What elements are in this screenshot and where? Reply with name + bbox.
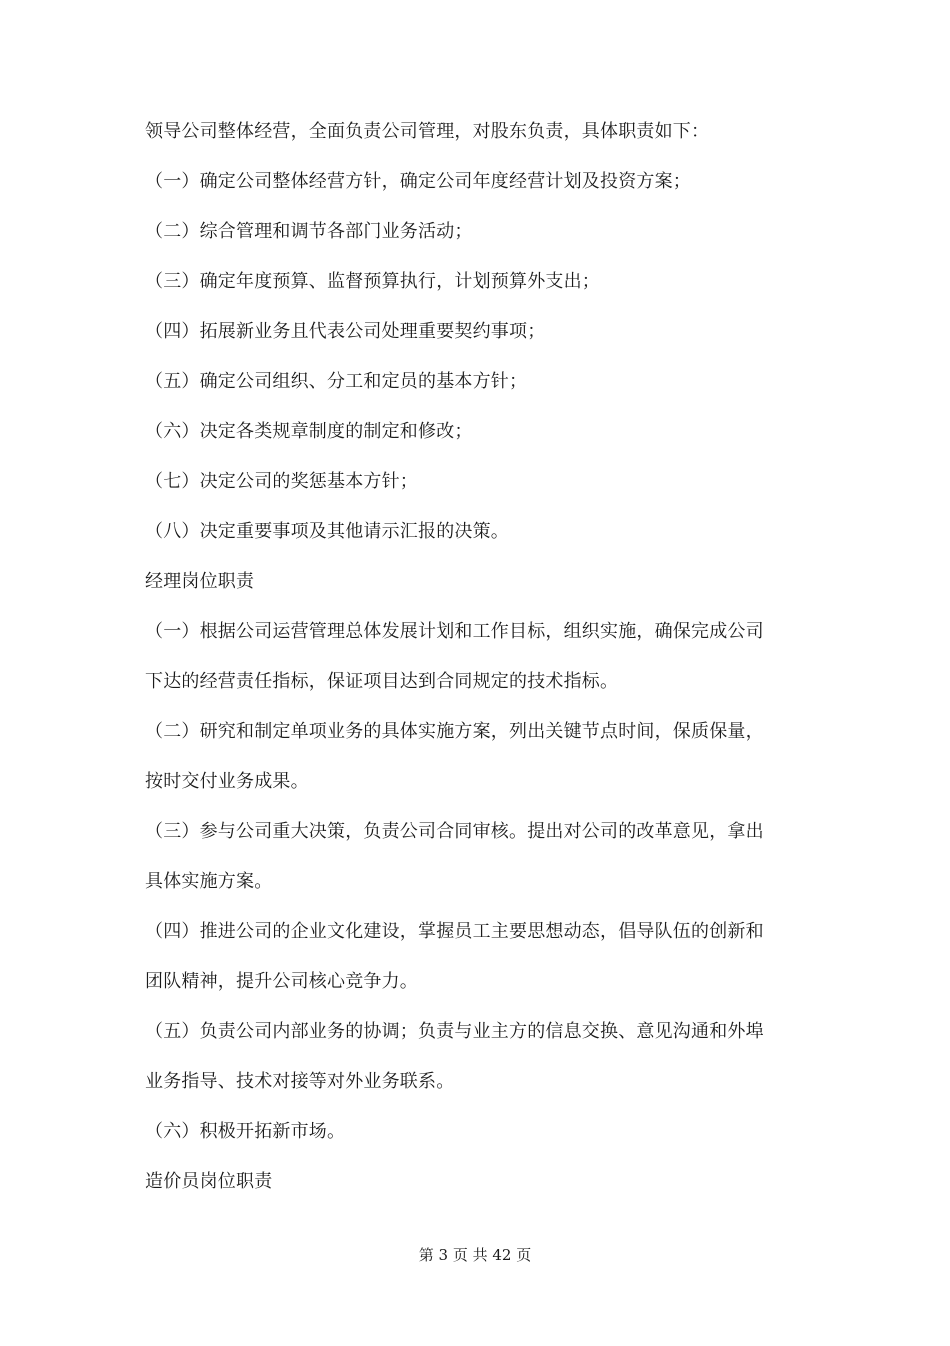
paragraph-line: 领导公司整体经营，全面负责公司管理，对股东负责，具体职责如下： (145, 121, 710, 142)
paragraph-line: 业务指导、技术对接等对外业务联系。 (145, 1071, 455, 1092)
paragraph-line: （八）决定重要事项及其他请示汇报的决策。 (145, 521, 509, 542)
paragraph-line: （六）积极开拓新市场。 (145, 1121, 346, 1142)
paragraph-line: （二）综合管理和调节各部门业务活动； (145, 221, 473, 242)
paragraph-line: （四）拓展新业务且代表公司处理重要契约事项； (145, 321, 546, 342)
section-heading: 造价员岗位职责 (145, 1171, 273, 1192)
paragraph-line: （一）确定公司整体经营方针，确定公司年度经营计划及投资方案； (145, 171, 691, 192)
page-footer: 第 3 页 共 42 页 (418, 1246, 532, 1264)
paragraph-line: （四）推进公司的企业文化建设，掌握员工主要思想动态，倡导队伍的创新和 (145, 921, 764, 942)
paragraph-line: （六）决定各类规章制度的制定和修改； (145, 421, 473, 442)
paragraph-line: （二）研究和制定单项业务的具体实施方案，列出关键节点时间，保质保量， (145, 721, 764, 742)
paragraph-line: （三）确定年度预算、监督预算执行，计划预算外支出； (145, 271, 600, 292)
paragraph-line: （五）确定公司组织、分工和定员的基本方针； (145, 371, 528, 392)
document-body (145, 107, 805, 1207)
paragraph-line: 下达的经营责任指标，保证项目达到合同规定的技术指标。 (145, 671, 619, 692)
section-heading: 经理岗位职责 (145, 571, 255, 592)
paragraph-line: 按时交付业务成果。 (145, 771, 309, 792)
paragraph-line: 团队精神，提升公司核心竞争力。 (145, 971, 418, 992)
paragraph-line: （三）参与公司重大决策，负责公司合同审核。提出对公司的改革意见，拿出 (145, 821, 764, 842)
paragraph-line: 具体实施方案。 (145, 871, 273, 892)
paragraph-line: （五）负责公司内部业务的协调；负责与业主方的信息交换、意见沟通和外埠 (145, 1021, 764, 1042)
paragraph-line: （一）根据公司运营管理总体发展计划和工作目标，组织实施，确保完成公司 (145, 621, 764, 642)
paragraph-line: （七）决定公司的奖惩基本方针； (145, 471, 418, 492)
